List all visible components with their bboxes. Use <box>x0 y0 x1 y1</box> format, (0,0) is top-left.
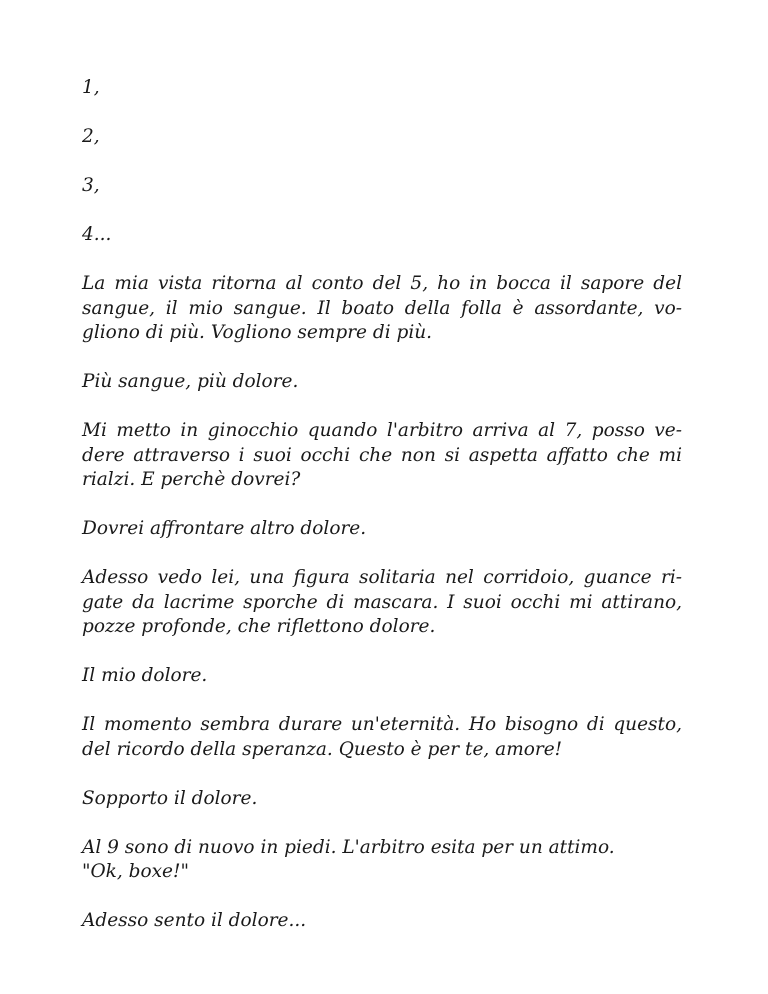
text-line: Mi metto in ginocchio quando l'arbitro arriva al 7, posso ve- <box>82 420 682 441</box>
paragraph-more-blood <box>82 370 682 395</box>
paragraph-eternity <box>82 713 682 762</box>
paragraph-feel-pain <box>82 909 682 934</box>
paragraph-my-pain <box>82 664 682 689</box>
text-line: La mia vista ritorna al conto del 5, ho in bocca il sapore del <box>82 273 682 294</box>
text-line: Il mio dolore. <box>82 665 208 686</box>
text-line: Più sangue, più dolore. <box>82 371 299 392</box>
text-line: "Ok, boxe!" <box>82 861 189 882</box>
text-line: Dovrei affrontare altro dolore. <box>82 518 367 539</box>
text-line: 2, <box>82 126 100 147</box>
text-line: pozze profonde, che riflettono dolore. <box>82 616 436 637</box>
paragraph-count-3 <box>82 174 682 199</box>
paragraph-endure <box>82 787 682 812</box>
text-line: del ricordo della speranza. Questo è per te, amore! <box>82 738 563 760</box>
text-line: 1, <box>82 77 100 98</box>
text-line: gliono di più. Vogliono sempre di più. <box>82 322 433 343</box>
text-line: rialzi. E perchè dovrei? <box>82 469 301 490</box>
paragraph-vision-returns <box>82 272 682 346</box>
paragraph-count-2 <box>82 125 682 150</box>
document-body <box>82 76 682 958</box>
paragraph-see-her <box>82 566 682 640</box>
text-line: sangue, il mio sangue. Il boato della folla è assordante, vo- <box>82 297 682 319</box>
paragraph-standing <box>82 836 682 885</box>
paragraph-more-pain <box>82 517 682 542</box>
text-line: gate da lacrime sporche di mascara. I suoi occhi mi attirano, <box>82 591 682 613</box>
text-line: 3, <box>82 175 100 196</box>
text-line: Il momento sembra durare un'eternità. Ho bisogno di questo, <box>82 714 682 735</box>
text-line: Al 9 sono di nuovo in piedi. L'arbitro esita per un attimo. <box>82 836 615 858</box>
text-line: Sopporto il dolore. <box>82 787 258 809</box>
text-line: 4... <box>82 224 112 245</box>
paragraph-count-1 <box>82 76 682 101</box>
paragraph-kneel <box>82 419 682 493</box>
paragraph-count-4 <box>82 223 682 248</box>
text-line: Adesso vedo lei, una figura solitaria nel corridoio, guance ri- <box>82 567 682 588</box>
text-line: Adesso sento il dolore... <box>82 910 307 931</box>
text-line: dere attraverso i suoi occhi che non si aspetta affatto che mi <box>82 444 682 466</box>
